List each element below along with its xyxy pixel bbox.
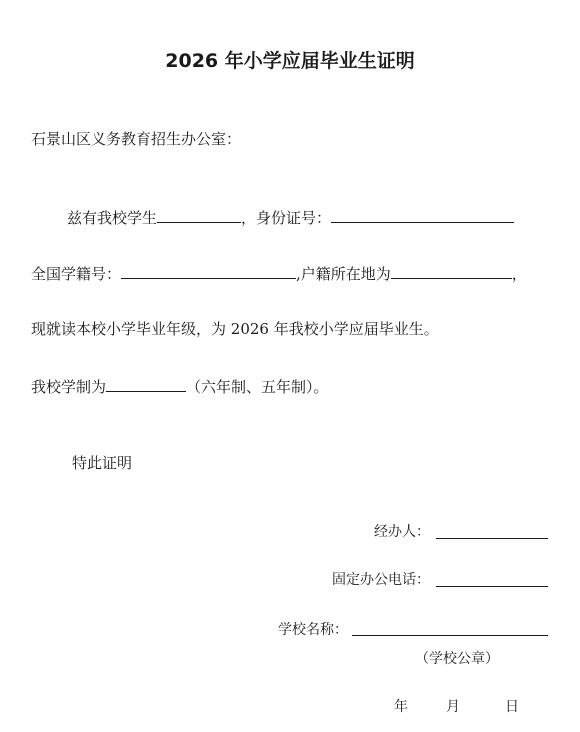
date-year: 年 xyxy=(394,699,408,715)
id-number-label: ，身份证号： xyxy=(241,209,332,227)
closing-text: 特此证明 xyxy=(72,454,133,472)
handler-label: 经办人： xyxy=(374,524,430,540)
paragraph-line-2 xyxy=(31,262,527,285)
school-system-blank[interactable] xyxy=(106,375,186,392)
household-location-blank[interactable] xyxy=(391,262,512,279)
paragraph-line-3: 现就读本校小学毕业年级，为 2026 年我校小学应届毕业生。 xyxy=(31,320,439,338)
school-name-blank[interactable] xyxy=(352,635,548,636)
school-system-label: 我校学制为 xyxy=(31,378,107,396)
school-seal-note: （学校公章） xyxy=(415,651,499,667)
student-registry-label: 全国学籍号： xyxy=(31,265,122,283)
comma-text: ， xyxy=(511,265,527,283)
student-name-blank[interactable] xyxy=(157,206,241,223)
document-title: 2026 年小学应届毕业生证明 xyxy=(165,50,415,72)
date-day: 日 xyxy=(505,699,519,715)
student-intro-text: 兹有我校学生 xyxy=(67,209,158,227)
household-label: ,户籍所在地为 xyxy=(296,265,391,283)
school-system-options: （六年制、五年制）。 xyxy=(186,378,329,396)
paragraph-line-4 xyxy=(31,375,329,398)
paragraph-line-1 xyxy=(67,206,514,229)
phone-label: 固定办公电话： xyxy=(332,572,430,588)
id-number-blank[interactable] xyxy=(331,206,514,223)
school-name-label: 学校名称： xyxy=(278,622,348,638)
handler-blank[interactable] xyxy=(436,538,548,539)
date-month: 月 xyxy=(446,699,460,715)
phone-blank[interactable] xyxy=(436,586,548,587)
recipient-line: 石景山区义务教育招生办公室： xyxy=(31,130,242,148)
student-registry-blank[interactable] xyxy=(121,262,296,279)
